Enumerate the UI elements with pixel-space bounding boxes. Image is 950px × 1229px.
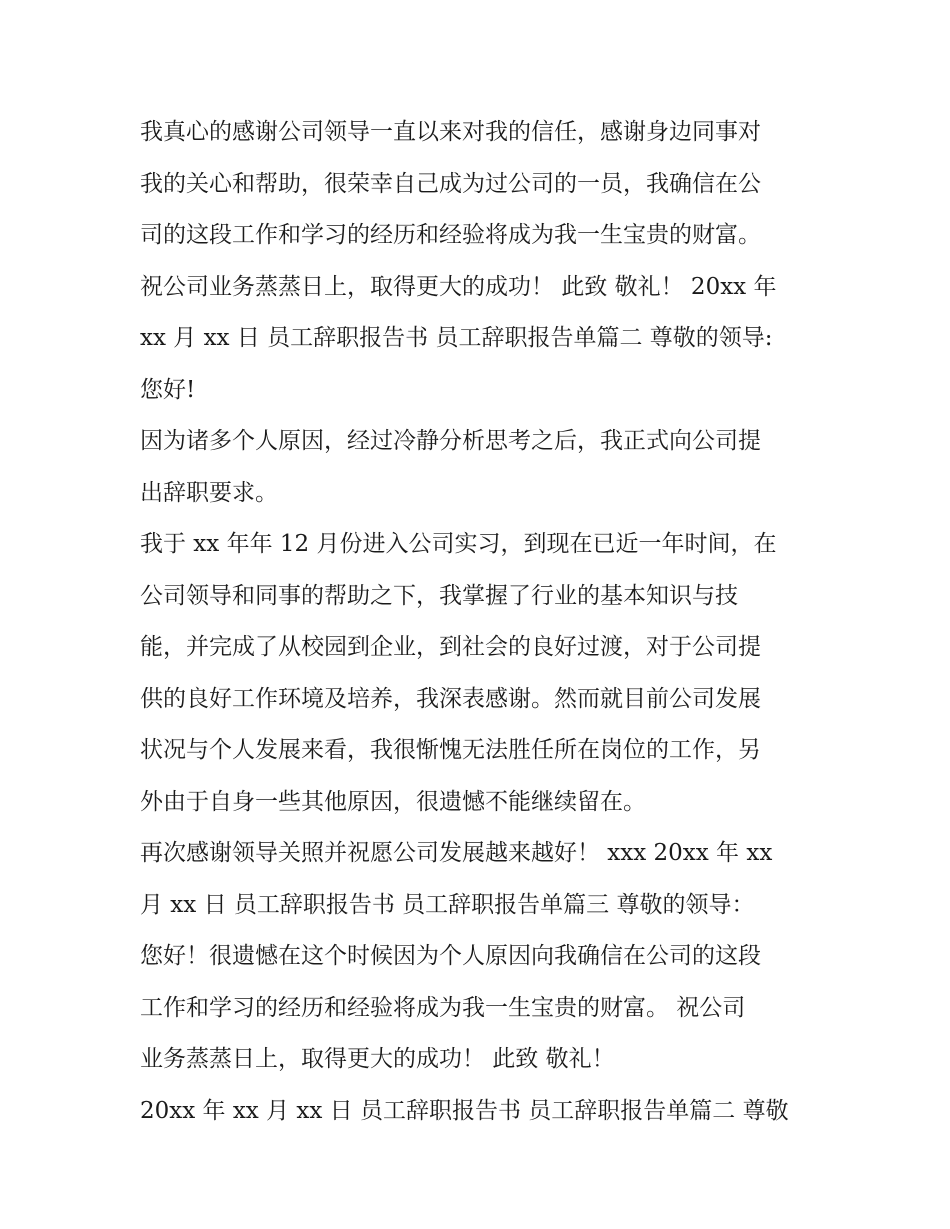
text-line: xx 月 xx 日 员工辞职报告书 员工辞职报告单篇二 尊敬的领导: [140,325,773,351]
text-line: 公司领导和同事的帮助之下，我掌握了行业的基本知识与技 [140,582,738,609]
text-line: 我于 xx 年年 12 月份进入公司实习，到现在已近一年时间，在 [140,531,777,557]
text-line: 司的这段工作和学习的经历和经验将成为我一生宝贵的财富。 [140,222,761,248]
text-line: 因为诸多个人原因，经过冷静分析思考之后，我正式向公司提 [140,428,761,454]
text-line: 状况与个人发展来看，我很惭愧无法胜任所在岗位的工作，另 [140,737,761,763]
text-line: 工作和学习的经历和经验将成为我一生宝贵的财富。 祝公司 [140,994,746,1021]
text-line: 业务蒸蒸日上，取得更大的成功！ 此致 敬礼！ [140,1046,615,1072]
text-line: 月 xx 日 员工辞职报告书 员工辞职报告单篇三 尊敬的领导： [140,891,755,918]
text-line: 祝公司业务蒸蒸日上，取得更大的成功！ 此致 敬礼！ 20xx 年 [140,273,777,300]
text-line: 我的关心和帮助，很荣幸自己成为过公司的一员，我确信在公 [140,170,761,197]
text-line: 出辞职要求。 [140,479,278,506]
text-line: 外由于自身一些其他原因，很遗憾不能继续留在。 [140,788,646,815]
text-line: 20xx 年 xx 月 xx 日 员工辞职报告书 员工辞职报告单篇二 尊敬 [140,1097,789,1124]
text-line: 我真心的感谢公司领导一直以来对我的信任，感谢身边同事对 [140,119,761,145]
text-line: 您好! [140,376,196,403]
document-body [140,107,820,1137]
text-line: 再次感谢领导关照并祝愿公司发展越来越好！ xxx 20xx 年 xx [140,840,773,866]
text-line: 供的良好工作环境及培养，我深表感谢。然而就目前公司发展 [140,685,761,712]
text-line: 能，并完成了从校园到企业，到社会的良好过渡，对于公司提 [140,634,761,660]
text-line: 您好！很遗憾在这个时候因为个人原因向我确信在公司的这段 [140,943,761,969]
